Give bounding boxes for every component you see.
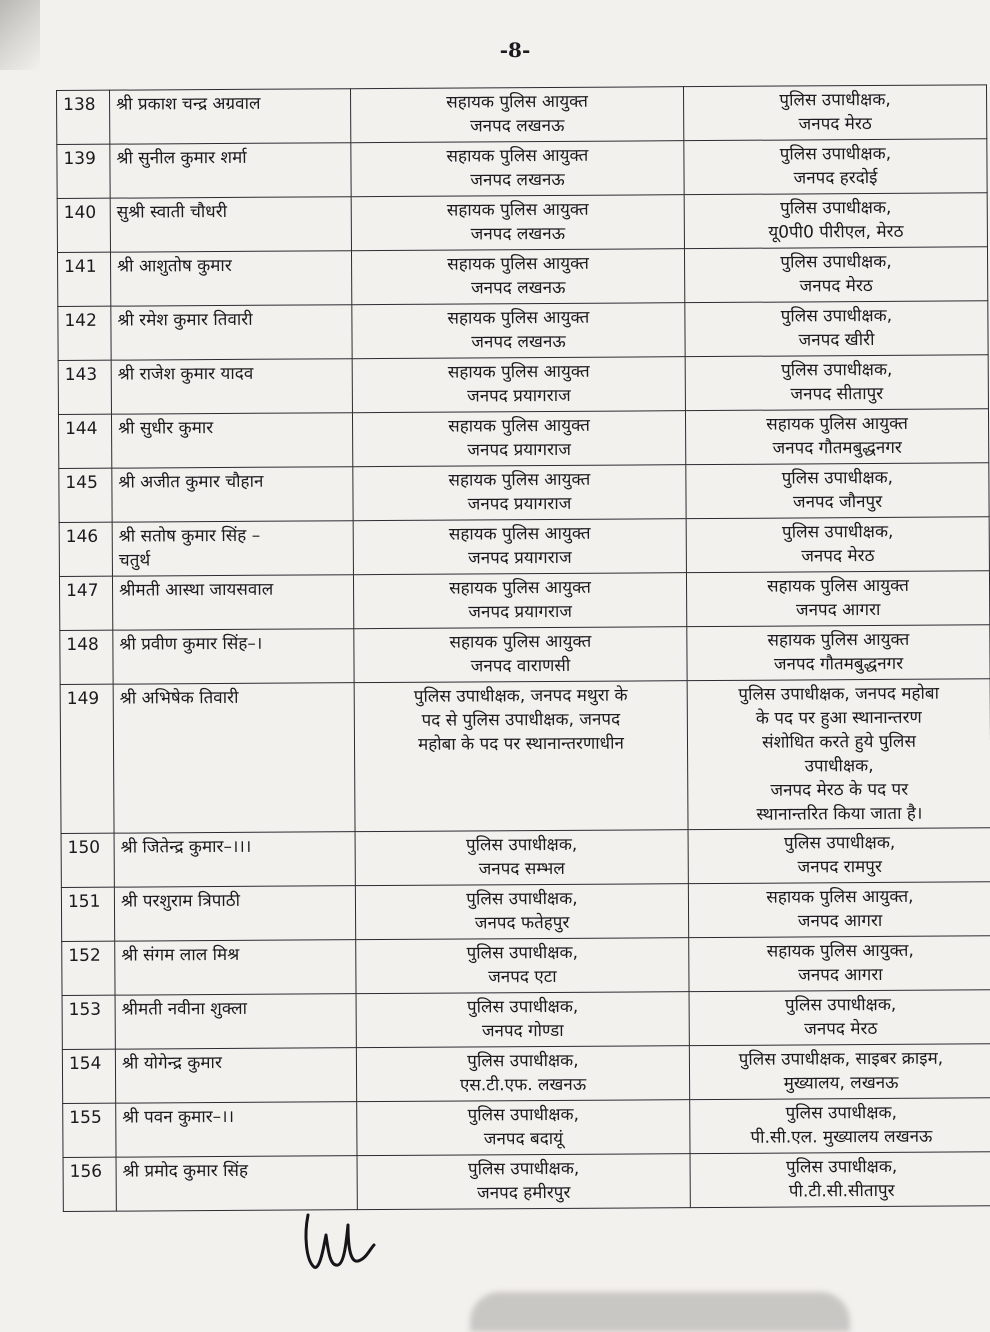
officer-name-line: श्री राजेश कुमार यादव [117,363,254,385]
current-posting-line: सहायक पुलिस आयुक्त [447,307,590,329]
new-posting-line: जनपद आगरा [795,599,881,621]
current-posting-line: सहायक पुलिस आयुक्त [446,91,589,113]
new-posting-line: सहायक पुलिस आयुक्त, [766,886,914,908]
new-posting-line: संशोधित करते हुये पुलिस [761,731,916,753]
new-posting-line: जनपद मेरठ [804,1019,878,1040]
current-posting-line: पुलिस उपाधीक्षक, [467,1104,580,1126]
officer-name-cell [112,521,353,576]
new-posting-line: पुलिस उपाधीक्षक, [779,143,892,165]
new-posting-line: जनपद मेरठ [799,276,873,297]
current-posting-cell [357,1100,690,1156]
new-posting-cell [687,625,990,681]
current-posting-cell [356,992,689,1048]
current-posting-line: पुलिस उपाधीक्षक, [467,1158,580,1180]
new-posting-line: पी.टी.सी.सीतापुर [788,1180,895,1202]
table-row [58,409,988,469]
current-posting-cell [356,938,689,994]
new-posting-cell [689,990,990,1046]
transfer-table-body [57,85,990,1212]
table-row [62,1044,990,1104]
serial-number: 141 [57,252,110,306]
new-posting-line: उपाधीक्षक, [804,756,874,777]
current-posting-line: सहायक पुलिस आयुक्त [448,415,590,437]
current-posting-cell [351,195,684,251]
officer-name-cell [113,629,354,684]
current-posting-line: जनपद लखनऊ [471,331,566,353]
officer-name-line: श्री योगेन्द्र कुमार [121,1053,222,1074]
new-posting-line: जनपद गौतमबुद्धनगर [772,437,902,459]
serial-number: 153 [62,995,115,1049]
officer-name-cell [115,1048,356,1103]
officer-name-line: श्री परशुराम त्रिपाठी [120,890,241,912]
serial-number: 143 [58,360,111,414]
current-posting-cell [356,1046,689,1102]
officer-name-line: श्री सतोष कुमार सिंह – [118,525,261,547]
new-posting-cell [685,301,988,357]
current-posting-line: सहायक पुलिस आयुक्त [446,199,589,221]
table-row [57,139,987,199]
table-row [61,828,990,888]
new-posting-line: पुलिस उपाधीक्षक, [780,305,893,327]
officer-name-cell [110,143,351,198]
officer-name-cell [110,197,351,252]
new-posting-line: जनपद रामपुर [797,856,882,878]
serial-number: 155 [63,1103,116,1157]
officer-name-cell [112,575,353,630]
officer-name-cell [110,251,351,306]
officer-name-cell [116,1156,357,1211]
new-posting-cell [686,517,989,573]
table-row [57,85,987,145]
new-posting-cell [689,1044,990,1100]
serial-number: 142 [58,306,111,360]
officer-name-line: श्री जितेन्द्र कुमार–।।। [120,836,252,858]
new-posting-line: पुलिस उपाधीक्षक, [781,521,894,543]
current-posting-cell [355,884,688,940]
current-posting-line: सहायक पुलिस आयुक्त [449,631,592,653]
officer-name-line: श्री अजीत कुमार चौहान [118,471,264,493]
current-posting-line: सहायक पुलिस आयुक्त [448,523,591,545]
new-posting-line: पुलिस उपाधीक्षक, [779,197,892,219]
serial-number: 147 [59,576,112,630]
officer-name-line: श्री सुधीर कुमार [118,418,214,439]
serial-number: 145 [59,468,112,522]
new-posting-cell [690,1098,990,1154]
officer-name-line: श्री प्रवीण कुमार सिंह–। [119,633,263,655]
current-posting-line: जनपद फतेहपुर [474,912,570,934]
current-posting-line: जनपद लखनऊ [470,277,566,299]
serial-number: 151 [61,887,114,941]
new-posting-line: जनपद गौतमबुद्धनगर [773,653,904,675]
new-posting-line: स्थानान्तरित किया जाता है। [756,803,923,825]
current-posting-line: जनपद प्रयागराज [467,547,572,569]
new-posting-cell [688,828,990,884]
new-posting-line: पुलिस उपाधीक्षक, जनपद महोबा [738,683,940,705]
new-posting-cell [684,193,987,249]
current-posting-line: पद से पुलिस उपाधीक्षक, जनपद [421,709,621,731]
current-posting-line: जनपद लखनऊ [470,169,565,191]
new-posting-line: जनपद मेरठ [801,546,875,567]
officer-name-cell [114,832,355,887]
current-posting-line: जनपद प्रयागराज [467,385,571,407]
current-posting-cell [353,573,686,629]
new-posting-line: के पद पर हुआ स्थानान्तरण [755,707,922,729]
current-posting-line: पुलिस उपाधीक्षक, [466,942,579,964]
serial-number: 148 [60,630,113,684]
officer-name-line: श्री रमेश कुमार तिवारी [117,309,253,331]
table-row [59,517,989,577]
new-posting-line: पुलिस उपाधीक्षक, [784,994,897,1016]
officer-name-cell [110,89,351,144]
current-posting-cell [355,830,688,886]
current-posting-line: जनपद लखनऊ [469,115,565,137]
current-posting-line: जनपद हमीरपुर [477,1182,571,1204]
current-posting-line: जनपद प्रयागराज [467,493,572,515]
officer-name-cell [114,886,355,941]
officer-name-cell [115,940,356,995]
table-row [60,625,990,685]
new-posting-line: जनपद आगरा [798,964,883,986]
new-posting-line: पुलिस उपाधीक्षक, [783,832,896,854]
serial-number: 156 [63,1157,116,1211]
new-posting-line: यू0पी0 पीरीएल, मेरठ [768,221,904,243]
new-posting-line: जनपद हरदोई [793,167,878,189]
transfer-table [56,84,990,1212]
current-posting-line: पुलिस उपाधीक्षक, जनपद मथुरा के [413,685,628,707]
new-posting-cell [689,936,990,992]
serial-number: 144 [58,414,111,468]
table-row [57,247,987,307]
new-posting-cell [686,463,989,519]
current-posting-cell [351,249,684,305]
serial-number: 146 [59,522,112,576]
new-posting-line: जनपद मेरठ के पद पर [770,779,909,801]
officer-name-cell [113,683,355,833]
serial-number: 149 [60,684,114,833]
bottom-shadow [470,1292,850,1332]
new-posting-line: जनपद आगरा [797,910,883,932]
current-posting-line: सहायक पुलिस आयुक्त [448,469,591,491]
current-posting-line: जनपद एटा [488,966,557,988]
serial-number: 139 [57,144,110,198]
current-posting-line: पुलिस उपाधीक्षक, [467,1050,579,1072]
table-row [58,355,988,415]
officer-name-line: श्री संगम लाल मिश्र [121,944,240,966]
table-row [57,193,987,253]
new-posting-cell [683,85,986,141]
current-posting-cell [352,303,685,359]
new-posting-line: पुलिस उपाधीक्षक, [780,359,893,381]
current-posting-line: पुलिस उपाधीक्षक, [466,996,579,1018]
serial-number: 150 [61,833,114,887]
serial-number: 138 [57,90,110,144]
officer-name-line: श्री आशुतोष कुमार [117,255,232,277]
current-posting-cell [353,519,686,575]
officer-name-cell [111,413,352,468]
new-posting-line: सहायक पुलिस आयुक्त [766,413,908,435]
new-posting-cell [690,1152,990,1208]
new-posting-line: जनपद मेरठ [798,114,872,135]
new-posting-line: जनपद सीतापुर [790,383,884,405]
page-number: -8- [499,38,531,62]
new-posting-line: पुलिस उपाधीक्षक, [781,467,894,489]
signature [300,1205,380,1275]
current-posting-line: पुलिस उपाधीक्षक, [465,834,578,856]
current-posting-line: जनपद प्रयागराज [468,601,573,623]
table-row [62,990,990,1050]
officer-name-line: श्रीमती आस्था जायसवाल [118,579,274,601]
current-posting-cell [352,411,685,467]
officer-name-cell [111,305,352,360]
current-posting-cell [352,357,685,413]
current-posting-line: सहायक पुलिस आयुक्त [446,145,589,167]
serial-number: 152 [62,941,115,995]
current-posting-cell [357,1154,690,1210]
current-posting-line: जनपद लखनऊ [470,223,566,245]
serial-number: 154 [62,1049,115,1103]
table-row [58,301,988,361]
officer-name-line: श्रीमती नवीना शुक्ला [121,998,248,1020]
new-posting-cell [684,139,987,195]
current-posting-line: सहायक पुलिस आयुक्त [447,253,590,275]
new-posting-line: सहायक पुलिस आयुक्त [767,629,910,651]
officer-name-line: श्री सुनील कुमार शर्मा [116,147,247,169]
current-posting-line: जनपद बदायूं [483,1128,564,1150]
current-posting-line: सहायक पुलिस आयुक्त [447,361,590,383]
new-posting-line: मुख्यालय, लखनऊ [783,1072,899,1094]
officer-name-line: सुश्री स्वाती चौधरी [116,201,228,223]
officer-name-cell [115,994,356,1049]
current-posting-line: जनपद गोण्डा [481,1020,564,1042]
serial-number: 140 [57,198,110,252]
new-posting-line: पुलिस उपाधीक्षक, साइबर क्राइम, [738,1048,944,1070]
table-row [60,679,990,834]
officer-name-cell [116,1102,357,1157]
new-posting-line: पी.सी.एल. मुख्यालय लखनऊ [750,1126,933,1148]
new-posting-cell [686,571,989,627]
new-posting-line: पुलिस उपाधीक्षक, [785,1156,898,1178]
current-posting-line: जनपद वाराणसी [470,655,571,677]
current-posting-line: महोबा के पद पर स्थानान्तरणाधीन [417,733,625,755]
current-posting-line: सहायक पुलिस आयुक्त [449,577,591,599]
new-posting-line: पुलिस उपाधीक्षक, [779,89,891,111]
table-row [63,1152,990,1212]
new-posting-line: पुलिस उपाधीक्षक, [785,1102,898,1124]
officer-name-line: श्री अभिषेक तिवारी [119,687,239,709]
current-posting-cell [350,87,683,143]
new-posting-line: जनपद जौनपुर [792,491,883,513]
table-row [61,882,990,942]
officer-name-line: श्री प्रमोद कुमार सिंह [122,1160,249,1182]
officer-name-line: श्री पवन कुमार–।। [122,1106,235,1128]
new-posting-cell [687,679,990,830]
new-posting-line: पुलिस उपाधीक्षक, [780,251,892,273]
current-posting-line: जनपद सम्भल [478,858,565,880]
new-posting-line: जनपद खीरी [798,330,875,351]
current-posting-cell [351,141,684,197]
new-posting-cell [685,409,988,465]
new-posting-line: सहायक पुलिस आयुक्त [767,575,909,597]
current-posting-cell [353,465,686,521]
new-posting-line: सहायक पुलिस आयुक्त, [766,940,914,962]
current-posting-line: एस.टी.एफ. लखनऊ [459,1074,587,1096]
new-posting-cell [684,247,987,303]
table-row [62,936,990,996]
current-posting-cell [354,681,688,832]
officer-name-cell [112,467,353,522]
current-posting-line: पुलिस उपाधीक्षक, [466,888,578,910]
officer-name-cell [111,359,352,414]
officer-name-line: चतुर्थ [118,550,151,571]
new-posting-cell [688,882,990,938]
table-row [63,1098,990,1158]
new-posting-cell [685,355,988,411]
current-posting-line: जनपद प्रयागराज [467,439,572,461]
officer-name-line: श्री प्रकाश चन्द्र अग्रवाल [116,93,261,115]
table-row [59,571,989,631]
current-posting-cell [354,627,687,683]
table-row [59,463,989,523]
